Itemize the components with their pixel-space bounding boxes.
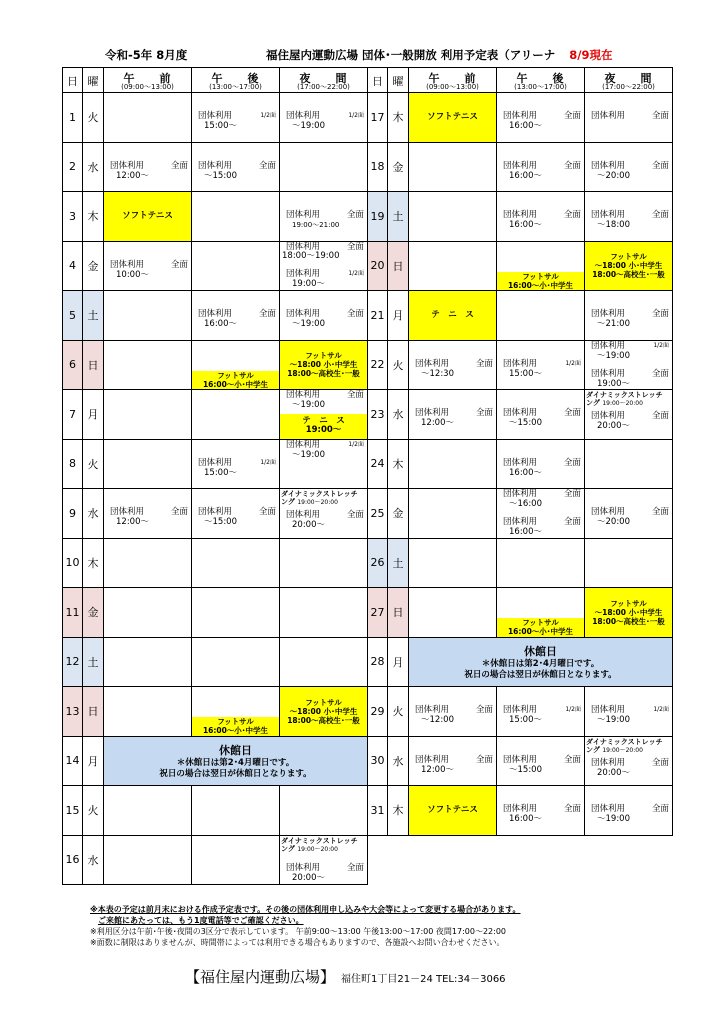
facility-address: 福住町1丁目21－24 TEL:34－3066 (341, 974, 506, 985)
header-am: 午 前 (09:00～13:00) (409, 68, 497, 93)
day-number: 4 (63, 241, 83, 291)
facility-name: 【福住屋内運動広場】 (185, 968, 336, 986)
footer (185, 966, 506, 987)
table-row (63, 93, 368, 143)
pm-cell: 団体利用 全面 16:00～ (497, 93, 585, 143)
pm-cell (192, 340, 280, 390)
weekday: 水 (83, 489, 104, 539)
am-cell (104, 588, 192, 638)
night-cell: 団体利用 全面 ～19:00 (280, 291, 368, 341)
am-cell (409, 93, 497, 143)
pm-cell (192, 687, 280, 737)
header-day: 日 (63, 68, 83, 93)
pm-cell (192, 390, 280, 440)
table-row (368, 489, 673, 539)
weekday: 木 (83, 538, 104, 588)
day-number: 28 (368, 637, 388, 687)
day-number: 15 (63, 786, 83, 836)
weekday: 土 (83, 637, 104, 687)
event-tennis: テ ニ ス 19:00～ (280, 414, 367, 439)
pm-cell: 団体利用 全面 16:00～ (192, 291, 280, 341)
weekday: 月 (388, 637, 409, 687)
day-number: 8 (63, 439, 83, 489)
pm-cell: 団体利用 1/2面 15:00～ (192, 93, 280, 143)
table-row (63, 786, 368, 836)
pm-cell (497, 241, 585, 291)
night-cell (585, 588, 673, 638)
pm-cell (192, 241, 280, 291)
day-number: 22 (368, 340, 388, 390)
weekday: 月 (388, 291, 409, 341)
weekday: 水 (83, 835, 104, 885)
day-number: 24 (368, 439, 388, 489)
pm-cell: 団体利用 1/2面 15:00～ (497, 340, 585, 390)
night-cell: ダイナミックストレッチ ング 19:00～20:00 団体利用 全面 20:00～ (280, 489, 368, 539)
night-cell: 団体利用 全面 19:00～21:00 (280, 192, 368, 242)
weekday: 金 (83, 241, 104, 291)
night-cell: 団体利用 全面 ～19:00 (585, 786, 673, 836)
header-weekday: 曜 (388, 68, 409, 93)
day-number: 12 (63, 637, 83, 687)
table-row (368, 439, 673, 489)
closed-day-notice: 休館日 ＊休館日は第2･4月曜日です。 祝日の場合は翌日が休館日となります。 (104, 736, 368, 786)
night-cell: 団体利用 全面 (585, 93, 673, 143)
header-night: 夜 間 (17:00～22:00) (585, 68, 673, 93)
day-number: 9 (63, 489, 83, 539)
pm-cell (497, 538, 585, 588)
night-cell: 団体利用 全面 ～19:00 テ ニ ス 19:00～ (280, 390, 368, 440)
table-row (63, 687, 368, 737)
schedule-table-left (62, 67, 368, 885)
weekday: 土 (83, 291, 104, 341)
event-futsal: フットサル ～18:00 小･中学生 18:00～高校生･一般 (585, 588, 672, 637)
am-cell (104, 192, 192, 242)
day-number: 31 (368, 786, 388, 836)
am-cell (104, 93, 192, 143)
weekday: 木 (388, 93, 409, 143)
am-cell: 団体利用 全面 ～12:00 (409, 687, 497, 737)
day-number: 26 (368, 538, 388, 588)
table-row (368, 93, 673, 143)
weekday: 金 (83, 588, 104, 638)
table-row (368, 786, 673, 836)
am-cell (104, 786, 192, 836)
weekday: 日 (83, 687, 104, 737)
event-dynamic-stretching: ダイナミックストレッチ ング 19:00～20:00 (586, 737, 663, 754)
day-number: 30 (368, 736, 388, 786)
night-cell: 団体利用 1/2面 ～19:00 (585, 687, 673, 737)
weekday: 火 (83, 786, 104, 836)
closed-day-notice: 休館日 ＊休館日は第2･4月曜日です。 祝日の場合は翌日が休館日となります。 (409, 637, 673, 687)
am-cell: 団体利用 全面 ～12:30 (409, 340, 497, 390)
event-futsal: フットサル 16:00～小･中学生 (497, 618, 584, 637)
am-cell (409, 241, 497, 291)
weekday: 木 (388, 439, 409, 489)
am-cell (409, 192, 497, 242)
night-cell: ダイナミックストレッチ ング 19:00～20:00 団体利用 全面 20:00～ (280, 835, 368, 885)
day-number: 3 (63, 192, 83, 242)
day-number: 25 (368, 489, 388, 539)
am-cell (409, 588, 497, 638)
am-cell (104, 439, 192, 489)
event-soft-tennis: ソフトテニス (409, 786, 496, 835)
table-header-row (368, 68, 673, 93)
day-number: 6 (63, 340, 83, 390)
weekday: 土 (388, 192, 409, 242)
day-number: 13 (63, 687, 83, 737)
night-cell: 団体利用 1/2面 ～19:00 団体利用 全面 19:00～ (585, 340, 673, 390)
weekday: 月 (83, 390, 104, 440)
night-cell: 団体利用 全面 18:00～19:00 団体利用 1/2面 19:00～ (280, 241, 368, 291)
night-cell: 団体利用 全面 ～18:00 (585, 192, 673, 242)
header-night: 夜 間 (17:00～22:00) (280, 68, 368, 93)
pm-cell: 団体利用 全面 ～15:00 (192, 489, 280, 539)
event-soft-tennis: ソフトテニス (409, 93, 496, 142)
am-cell: 団体利用 全面 10:00～ (104, 241, 192, 291)
weekday: 水 (83, 142, 104, 192)
pm-cell (497, 291, 585, 341)
table-row (63, 489, 368, 539)
event-futsal: フットサル ～18:00 小･中学生 18:00～高校生･一般 (280, 687, 367, 736)
night-cell: 団体利用 全面 ～21:00 (585, 291, 673, 341)
am-cell (104, 835, 192, 885)
am-cell: 団体利用 全面 12:00～ (409, 736, 497, 786)
table-row (368, 340, 673, 390)
am-cell: 団体利用 全面 12:00～ (104, 142, 192, 192)
pm-cell (192, 538, 280, 588)
day-number: 29 (368, 687, 388, 737)
pm-cell (192, 637, 280, 687)
weekday: 火 (83, 439, 104, 489)
am-cell (409, 538, 497, 588)
table-row (63, 835, 368, 885)
am-cell (104, 340, 192, 390)
am-cell (104, 687, 192, 737)
night-cell (585, 241, 673, 291)
weekday: 火 (388, 340, 409, 390)
weekday: 月 (83, 736, 104, 786)
night-cell: 団体利用 全面 ～20:00 (585, 142, 673, 192)
event-futsal: フットサル ～18:00 小･中学生 18:00～高校生･一般 (280, 341, 367, 390)
pm-cell: 団体利用 全面 ～16:00 団体利用 全面 16:00～ (497, 489, 585, 539)
event-futsal: フットサル 16:00～小･中学生 (192, 371, 279, 390)
pm-cell: 団体利用 全面 ～15:00 (497, 736, 585, 786)
table-row (368, 291, 673, 341)
facility-title: 福住屋内運動広場 団体･一般開放 利用予定表（アリーナ (266, 48, 556, 62)
table-row (63, 439, 368, 489)
header-day: 日 (368, 68, 388, 93)
pm-cell: 団体利用 全面 16:00～ (497, 439, 585, 489)
am-cell (104, 637, 192, 687)
document-title-month: 令和-5年 8月度 (105, 48, 188, 62)
header-weekday: 曜 (83, 68, 104, 93)
table-row (63, 142, 368, 192)
schedule-table-right (367, 67, 673, 836)
table-row (63, 588, 368, 638)
weekday: 水 (388, 390, 409, 440)
night-cell (280, 588, 368, 638)
night-cell (280, 637, 368, 687)
pm-cell: 団体利用 1/2面 15:00～ (192, 439, 280, 489)
table-row (63, 736, 368, 786)
day-number: 17 (368, 93, 388, 143)
event-tennis: テ ニ ス (409, 291, 496, 340)
day-number: 27 (368, 588, 388, 638)
weekday: 金 (388, 489, 409, 539)
event-soft-tennis: ソフトテニス (104, 192, 191, 241)
am-cell (409, 489, 497, 539)
pm-cell: 団体利用 全面 16:00～ (497, 142, 585, 192)
weekday: 日 (388, 241, 409, 291)
header-pm: 午 後 (13:00～17:00) (497, 68, 585, 93)
night-cell: 団体利用 1/2面 ～19:00 (280, 93, 368, 143)
weekday: 火 (83, 93, 104, 143)
day-number: 23 (368, 390, 388, 440)
day-number: 1 (63, 93, 83, 143)
table-row (63, 390, 368, 440)
day-number: 5 (63, 291, 83, 341)
weekday: 金 (388, 142, 409, 192)
note-line: ※面数に制限はありませんが、時間帯によっては利用できる場合もありますので、各施設へお問い合わせください。 (90, 938, 505, 947)
table-row (368, 241, 673, 291)
table-row (63, 340, 368, 390)
day-number: 21 (368, 291, 388, 341)
table-row (368, 142, 673, 192)
notes-section (90, 904, 521, 948)
event-dynamic-stretching: ダイナミックストレッチ ング 19:00～20:00 (281, 490, 358, 506)
night-cell: ダイナミックストレッチ ング 19:00～20:00 団体利用 全面 20:00～ (585, 390, 673, 440)
note-line: ご来館にあたっては、もう1度電話等でご確認ください。 (98, 916, 304, 925)
day-number: 10 (63, 538, 83, 588)
event-futsal: フットサル 16:00～小･中学生 (192, 717, 279, 736)
table-row (368, 588, 673, 638)
pm-cell (192, 786, 280, 836)
weekday: 木 (388, 786, 409, 836)
table-row (63, 637, 368, 687)
table-row (63, 538, 368, 588)
day-number: 18 (368, 142, 388, 192)
am-cell (409, 786, 497, 836)
table-header-row (63, 68, 368, 93)
table-row (63, 241, 368, 291)
pm-cell (497, 588, 585, 638)
pm-cell (192, 588, 280, 638)
night-cell: 団体利用 全面 ～20:00 (585, 489, 673, 539)
pm-cell (192, 192, 280, 242)
pm-cell (192, 835, 280, 885)
document-title (266, 47, 613, 63)
am-cell: 団体利用 全面 12:00～ (409, 390, 497, 440)
weekday: 水 (388, 736, 409, 786)
table-row (368, 736, 673, 786)
header-am: 午 前 (09:00～13:00) (104, 68, 192, 93)
header-pm: 午 後 (13:00～17:00) (192, 68, 280, 93)
night-cell (280, 538, 368, 588)
am-cell (409, 291, 497, 341)
day-number: 11 (63, 588, 83, 638)
pm-cell: 団体利用 1/2面 15:00～ (497, 687, 585, 737)
note-line: ※本表の予定は前月末における作成予定表です。その後の団体利用申し込みや大会等によって変更する場合があります。 (90, 905, 521, 914)
table-row (368, 390, 673, 440)
event-dynamic-stretching: ダイナミックストレッチ ング 19:00～20:00 (586, 391, 663, 407)
am-cell (409, 439, 497, 489)
table-row (368, 637, 673, 687)
am-cell (104, 390, 192, 440)
night-cell: ダイナミックストレッチ ング 19:00～20:00 団体利用 全面 20:00～ (585, 736, 673, 786)
night-cell (280, 142, 368, 192)
night-cell (585, 538, 673, 588)
weekday: 日 (83, 340, 104, 390)
event-dynamic-stretching: ダイナミックストレッチ ング 19:00～20:00 (281, 836, 358, 853)
weekday: 土 (388, 538, 409, 588)
pm-cell: 団体利用 全面 ～15:00 (192, 142, 280, 192)
table-row (63, 291, 368, 341)
pm-cell: 団体利用 全面 16:00～ (497, 786, 585, 836)
day-number: 7 (63, 390, 83, 440)
night-cell (585, 439, 673, 489)
am-cell (104, 291, 192, 341)
table-row (368, 192, 673, 242)
event-futsal: フットサル ～18:00 小･中学生 18:00～高校生･一般 (585, 242, 672, 291)
night-cell (280, 687, 368, 737)
day-number: 19 (368, 192, 388, 242)
weekday: 火 (388, 687, 409, 737)
day-number: 20 (368, 241, 388, 291)
weekday: 日 (388, 588, 409, 638)
event-futsal: フットサル 16:00～小･中学生 (497, 272, 584, 291)
updated-date: 8/9現在 (569, 48, 613, 62)
weekday: 木 (83, 192, 104, 242)
table-row (63, 192, 368, 242)
day-number: 16 (63, 835, 83, 885)
night-cell: 団体利用 1/2面 ～19:00 (280, 439, 368, 489)
table-row (368, 687, 673, 737)
note-line: ※利用区分は午前･午後･夜間の3区分で表示しています。 午前9:00～13:00 午後13:00～17:00 夜間17:00～22:00 (90, 927, 507, 936)
am-cell (409, 142, 497, 192)
night-cell (280, 340, 368, 390)
am-cell: 団体利用 全面 12:00～ (104, 489, 192, 539)
pm-cell: 団体利用 全面 16:00～ (497, 192, 585, 242)
am-cell (104, 538, 192, 588)
night-cell (280, 786, 368, 836)
day-number: 2 (63, 142, 83, 192)
day-number: 14 (63, 736, 83, 786)
pm-cell: 団体利用 全面 ～15:00 (497, 390, 585, 440)
table-row (368, 538, 673, 588)
